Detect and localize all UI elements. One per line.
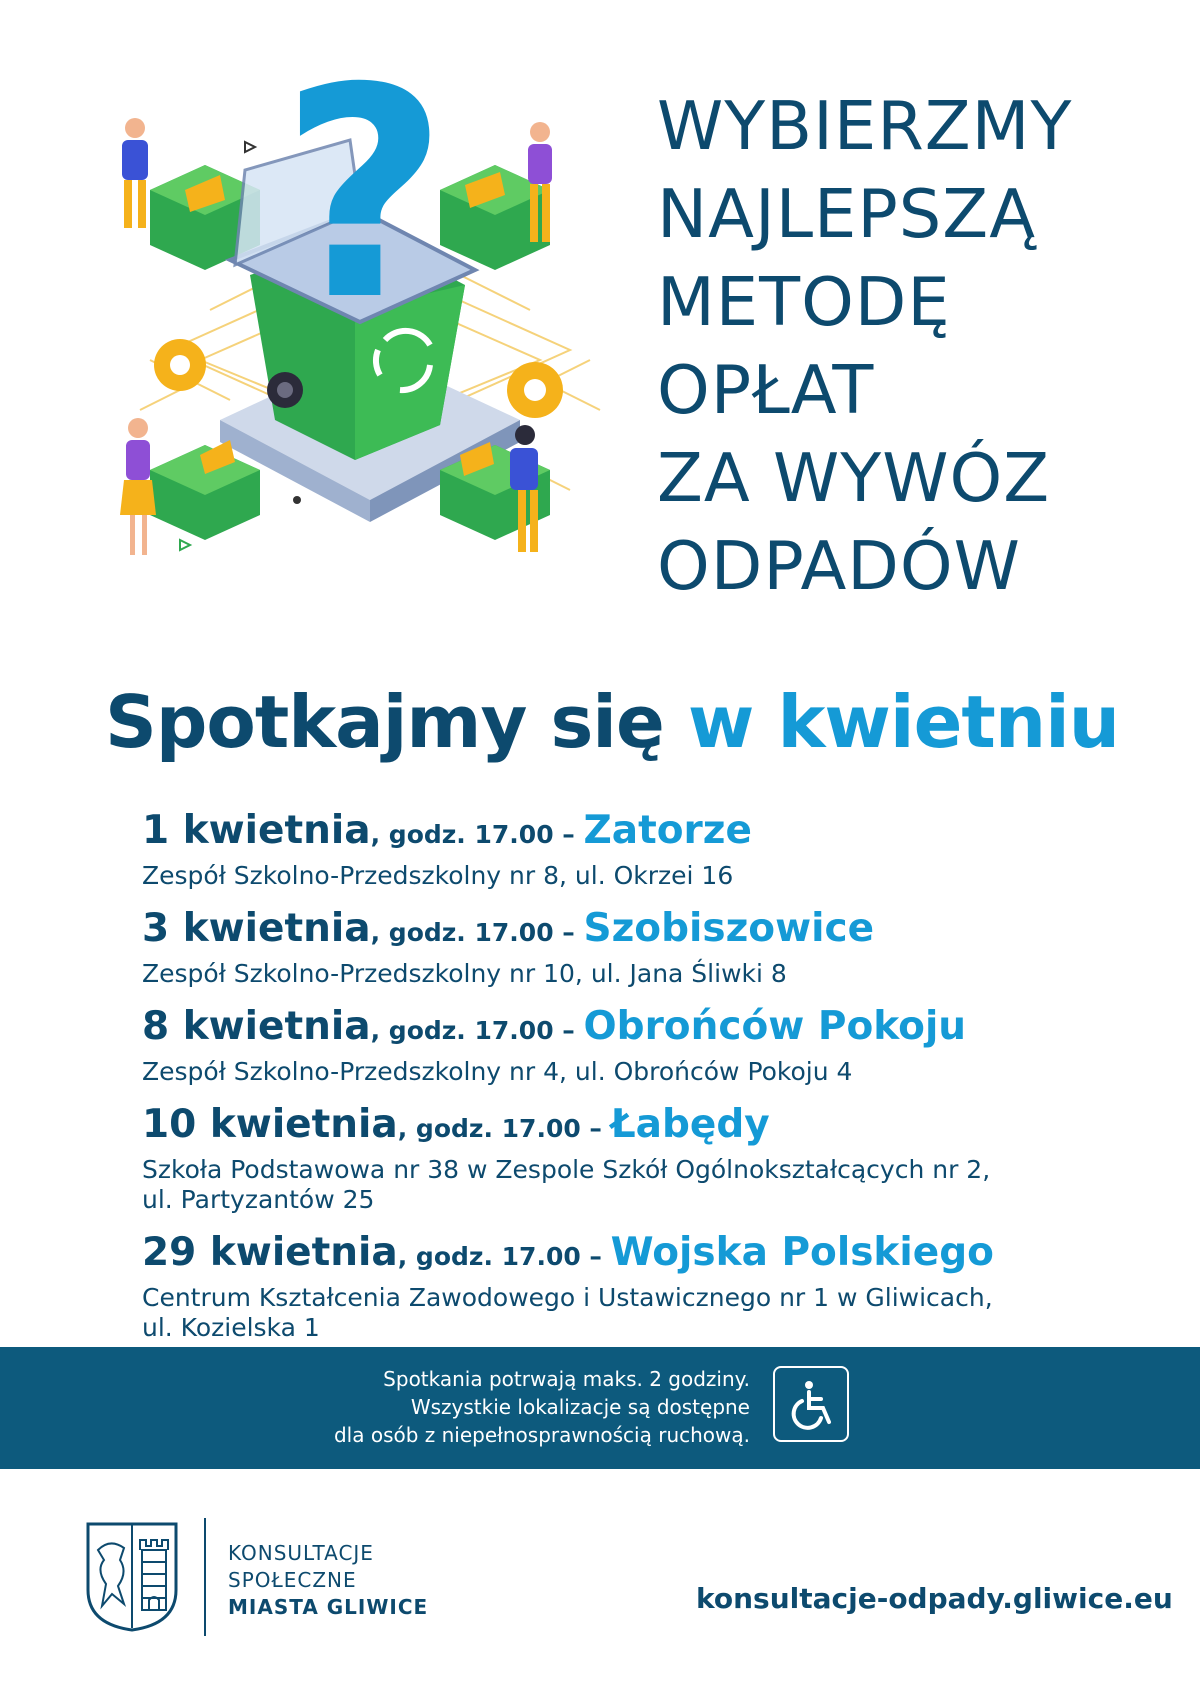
info-line: Spotkania potrwają maks. 2 godziny. — [383, 1367, 750, 1391]
event-address: Centrum Kształcenia Zawodowego i Ustawicznego nr 1 w Gliwicach, — [142, 1283, 993, 1312]
footer-divider — [204, 1518, 206, 1636]
event-item — [142, 906, 1122, 989]
event-title — [142, 808, 1122, 861]
wheelchair-icon — [773, 1366, 849, 1442]
headline-line: WYBIERZMY — [657, 87, 1073, 165]
event-time: , godz. 17.00 – — [397, 1242, 611, 1271]
svg-text:?: ? — [280, 60, 449, 364]
event-time: , godz. 17.00 – — [370, 918, 584, 947]
event-date: 3 kwietnia — [142, 906, 371, 951]
event-district: Obrońców Pokoju — [583, 1004, 967, 1049]
event-item — [142, 1230, 1122, 1343]
event-time: , godz. 17.00 – — [370, 1016, 584, 1045]
event-address: ul. Partyzantów 25 — [142, 1185, 375, 1214]
event-item — [142, 808, 1122, 891]
headline-line: ODPADÓW — [657, 527, 1021, 605]
event-title — [142, 1230, 1122, 1283]
info-band — [0, 1347, 1200, 1469]
headline-line: METODĘ — [657, 263, 951, 341]
info-line: dla osób z niepełnosprawnością ruchową. — [333, 1423, 750, 1447]
event-time: , godz. 17.00 – — [397, 1114, 611, 1143]
event-title — [142, 1004, 1122, 1057]
event-district: Łabędy — [610, 1102, 770, 1147]
organization-line: KONSULTACJE — [228, 1541, 374, 1565]
event-address: Zespół Szkolno-Przedszkolny nr 10, ul. Jana Śliwki 8 — [142, 959, 787, 988]
gliwice-crest-icon — [84, 1520, 180, 1634]
info-line: Wszystkie lokalizacje są dostępne — [410, 1395, 750, 1419]
event-address: Zespół Szkolno-Przedszkolny nr 8, ul. Okrzei 16 — [142, 861, 734, 890]
headline — [657, 82, 1177, 610]
event-title — [142, 906, 1122, 959]
info-text — [334, 1365, 750, 1449]
event-address: Zespół Szkolno-Przedszkolny nr 4, ul. Obrońców Pokoju 4 — [142, 1057, 853, 1086]
event-district: Wojska Polskiego — [610, 1230, 994, 1275]
meeting-heading-accent: w kwietniu — [687, 680, 1120, 764]
headline-line: ZA WYWÓZ — [657, 439, 1051, 517]
event-date: 29 kwietnia — [142, 1230, 398, 1275]
event-time: , godz. 17.00 – — [370, 820, 584, 849]
headline-line: NAJLEPSZĄ — [657, 175, 1037, 253]
event-list — [142, 808, 1122, 1358]
organization-line: SPOŁECZNE — [228, 1568, 357, 1592]
event-address: Szkoła Podstawowa nr 38 w Zespole Szkół Ogólnokształcących nr 2, — [142, 1155, 991, 1184]
event-date: 10 kwietnia — [142, 1102, 398, 1147]
organization-line: MIASTA GLIWICE — [228, 1595, 429, 1619]
event-date: 1 kwietnia — [142, 808, 371, 853]
event-district: Zatorze — [583, 808, 752, 853]
organization-name — [228, 1540, 428, 1621]
event-district: Szobiszowice — [583, 906, 875, 951]
event-item — [142, 1102, 1122, 1215]
event-date: 8 kwietnia — [142, 1004, 371, 1049]
meeting-heading — [105, 680, 1155, 764]
headline-line: OPŁAT — [657, 351, 875, 429]
website-link[interactable]: konsultacje-odpady.gliwice.eu — [696, 1582, 1173, 1615]
event-address: ul. Kozielska 1 — [142, 1313, 320, 1342]
meeting-heading-lead: Spotkajmy się — [105, 680, 664, 764]
waste-bin-illustration — [110, 60, 630, 620]
event-title — [142, 1102, 1122, 1155]
event-item — [142, 1004, 1122, 1087]
